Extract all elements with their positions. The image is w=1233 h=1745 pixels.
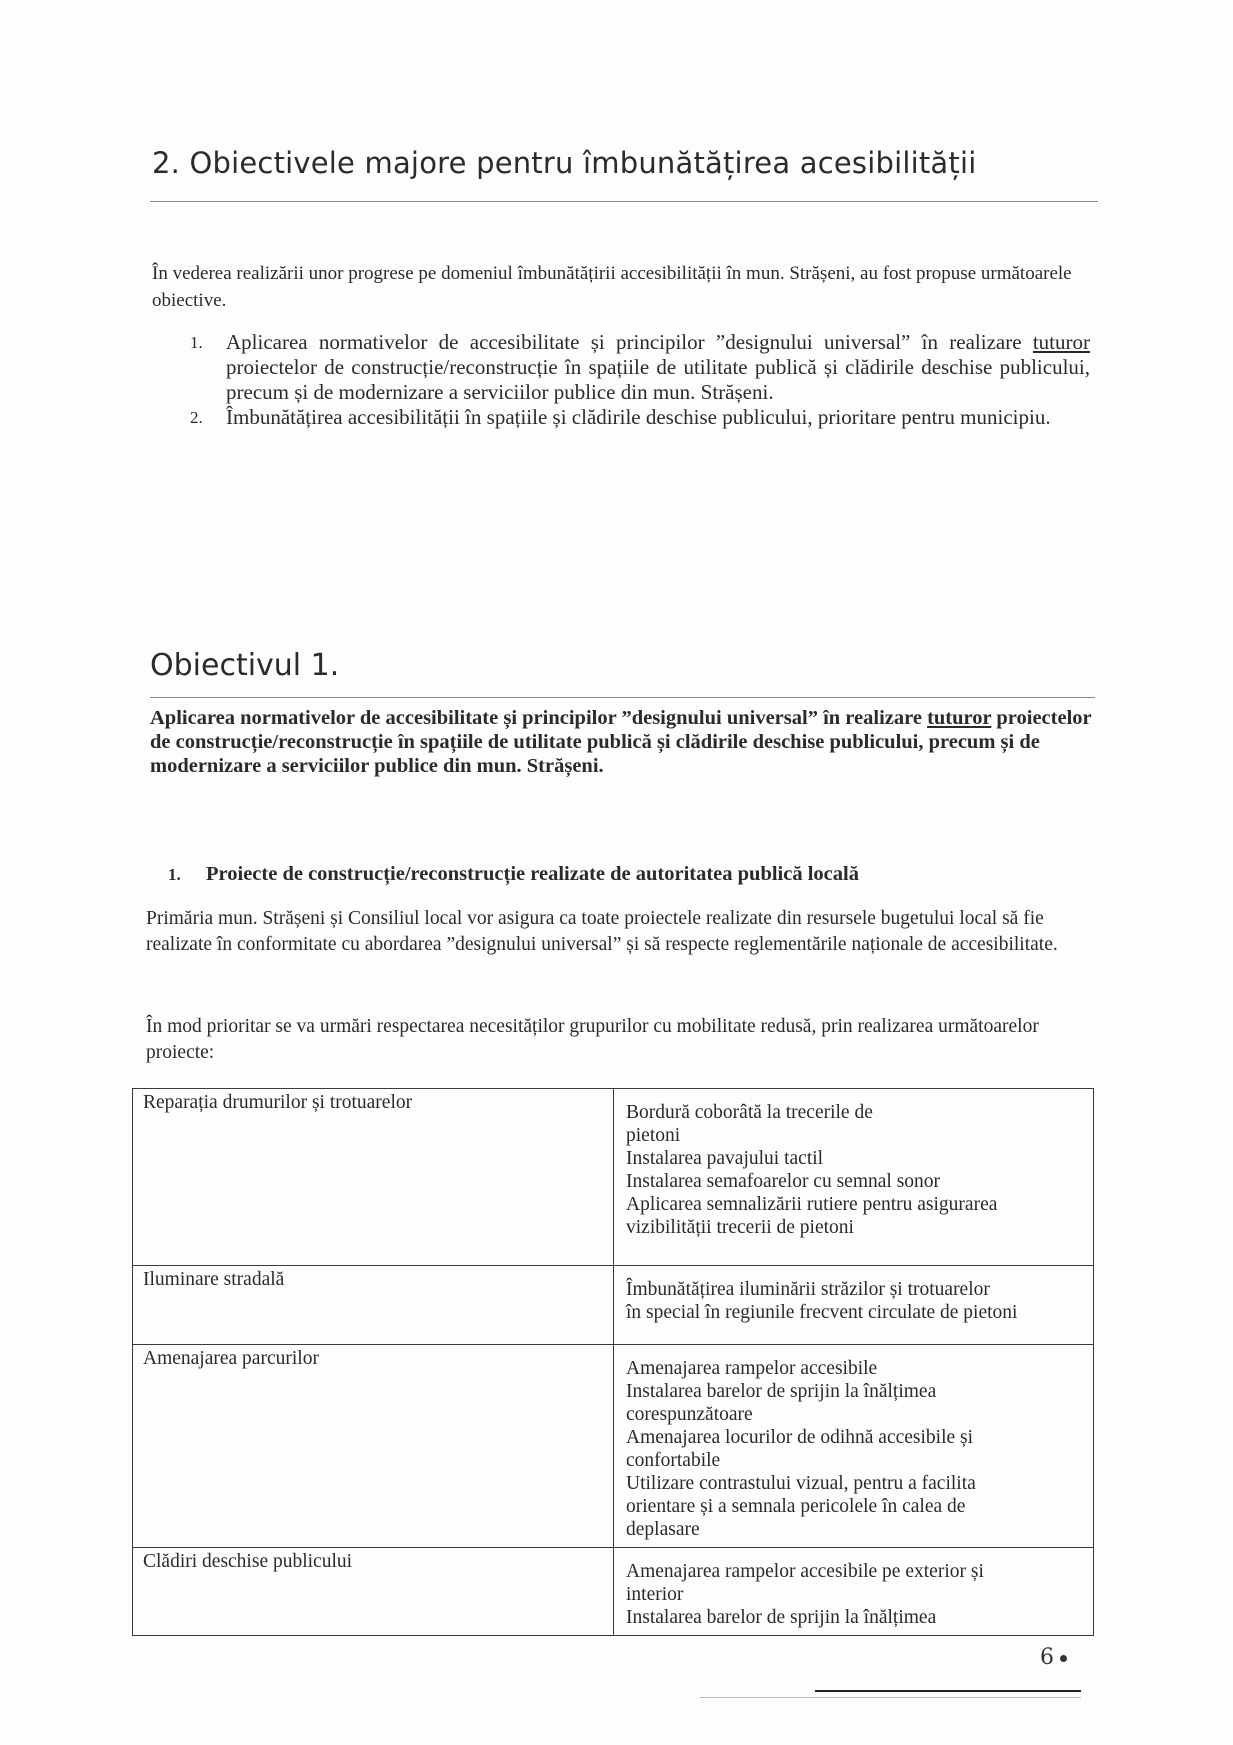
list-item-text: Aplicarea normativelor de accesibilitate și principilor ”designului universal” în realizare bbox=[226, 330, 1033, 354]
table-row bbox=[133, 1089, 1094, 1266]
action-line: pietoni bbox=[626, 1125, 681, 1146]
objective-description-text: proiectelor de construcție/reconstrucție în spațiile de utilitate publică și clădirile deschise publicului, precum și de modernizare a serviciilor publice din mun. Strășeni. bbox=[150, 707, 1092, 777]
objective-description bbox=[150, 706, 1095, 778]
footer-rule bbox=[815, 1690, 1081, 1692]
table-cell-actions bbox=[614, 1548, 1094, 1636]
list-number: 2. bbox=[190, 408, 203, 427]
action-line: Instalarea semafoarelor cu semnal sonor bbox=[626, 1171, 941, 1192]
action-line: confortabile bbox=[626, 1450, 721, 1471]
action-line: Instalarea barelor de sprijin la înălțimea bbox=[626, 1381, 937, 1402]
action-line: corespunzătoare bbox=[626, 1404, 753, 1425]
page-number bbox=[1040, 1645, 1067, 1670]
subsection-heading bbox=[168, 863, 859, 886]
bullet-dot-icon bbox=[1060, 1655, 1067, 1662]
body-paragraph-2: În mod prioritar se va urmări respectarea necesităților grupurilor cu mobilitate redusă, prin realizarea următoarelor proiecte: bbox=[146, 1016, 1039, 1063]
action-line: Utilizare contrastului vizual, pentru a facilita bbox=[626, 1473, 976, 1494]
table-cell-actions bbox=[614, 1345, 1094, 1548]
footer-rule-thin bbox=[700, 1697, 1081, 1698]
subsection-title: Proiecte de construcție/reconstrucție realizate de autoritatea publică locală bbox=[206, 863, 859, 885]
objective-title-rule bbox=[150, 697, 1095, 698]
list-item-text: Îmbunătățirea accesibilității în spațiile și clădirile deschise publicului, prioritare pentru municipiu. bbox=[226, 405, 1051, 429]
projects-table bbox=[132, 1088, 1094, 1636]
action-line: deplasare bbox=[626, 1519, 700, 1540]
action-line: interior bbox=[626, 1584, 684, 1605]
action-line: Amenajarea rampelor accesibile bbox=[626, 1358, 878, 1379]
action-line: Amenajarea locurilor de odihnă accesibile și bbox=[626, 1427, 974, 1448]
table-cell-category: Reparația drumurilor și trotuarelor bbox=[133, 1089, 614, 1266]
action-line: Amenajarea rampelor accesibile pe exterior și bbox=[626, 1561, 984, 1582]
underlined-word: tuturor bbox=[927, 707, 992, 729]
objective-title: Obiectivul 1. bbox=[150, 648, 340, 683]
objectives-list-item-2 bbox=[190, 405, 1090, 430]
objectives-list-item-1 bbox=[190, 330, 1090, 405]
action-line: Bordură coborâtă la trecerile de bbox=[626, 1102, 873, 1123]
list-item-text: proiectelor de construcție/reconstrucție în spațiile de utilitate publică și clădirile deschise publicului, precum și de modernizare a serviciilor publice din mun. Strășeni. bbox=[226, 355, 1090, 404]
list-number: 1. bbox=[190, 333, 203, 352]
page-number-text: 6 bbox=[1040, 1645, 1054, 1670]
action-line: orientare și a semnala pericolele în calea de bbox=[626, 1496, 966, 1517]
action-line: vizibilității trecerii de pietoni bbox=[626, 1217, 854, 1238]
table-row bbox=[133, 1345, 1094, 1548]
table-cell-category: Clădiri deschise publicului bbox=[133, 1548, 614, 1636]
body-paragraph-1: Primăria mun. Strășeni și Consiliul local vor asigura ca toate proiectele realizate din resursele bugetului local să fie realizate în conformitate cu abordarea ”designului universal” și să respecte reglementările naționale de accesibilitate. bbox=[146, 908, 1058, 955]
section-title-rule bbox=[150, 201, 1098, 202]
action-line: Îmbunătățirea iluminării străzilor și trotuarelor bbox=[626, 1279, 990, 1300]
action-line: Instalarea barelor de sprijin la înălțimea bbox=[626, 1607, 937, 1628]
table-cell-actions bbox=[614, 1266, 1094, 1345]
table-cell-category: Iluminare stradală bbox=[133, 1266, 614, 1345]
intro-paragraph: În vederea realizării unor progrese pe domeniul îmbunătățirii accesibilității în mun. Strășeni, au fost propuse următoarele obiective. bbox=[152, 263, 1072, 311]
objectives-list bbox=[190, 330, 1090, 430]
table-cell-category: Amenajarea parcurilor bbox=[133, 1345, 614, 1548]
table-row bbox=[133, 1266, 1094, 1345]
table-row bbox=[133, 1548, 1094, 1636]
section-title: 2. Obiectivele majore pentru îmbunătățirea acesibilității bbox=[152, 146, 977, 180]
action-line: Aplicarea semnalizării rutiere pentru asigurarea bbox=[626, 1194, 998, 1215]
action-line: în special în regiunile frecvent circulate de pietoni bbox=[626, 1302, 1018, 1323]
table-cell-actions bbox=[614, 1089, 1094, 1266]
underlined-word: tuturor bbox=[1032, 330, 1090, 354]
action-line: Instalarea pavajului tactil bbox=[626, 1148, 824, 1169]
subsection-number: 1. bbox=[168, 865, 181, 884]
objective-description-text: Aplicarea normativelor de accesibilitate și principilor ”designului universal” în realizare bbox=[150, 707, 928, 729]
